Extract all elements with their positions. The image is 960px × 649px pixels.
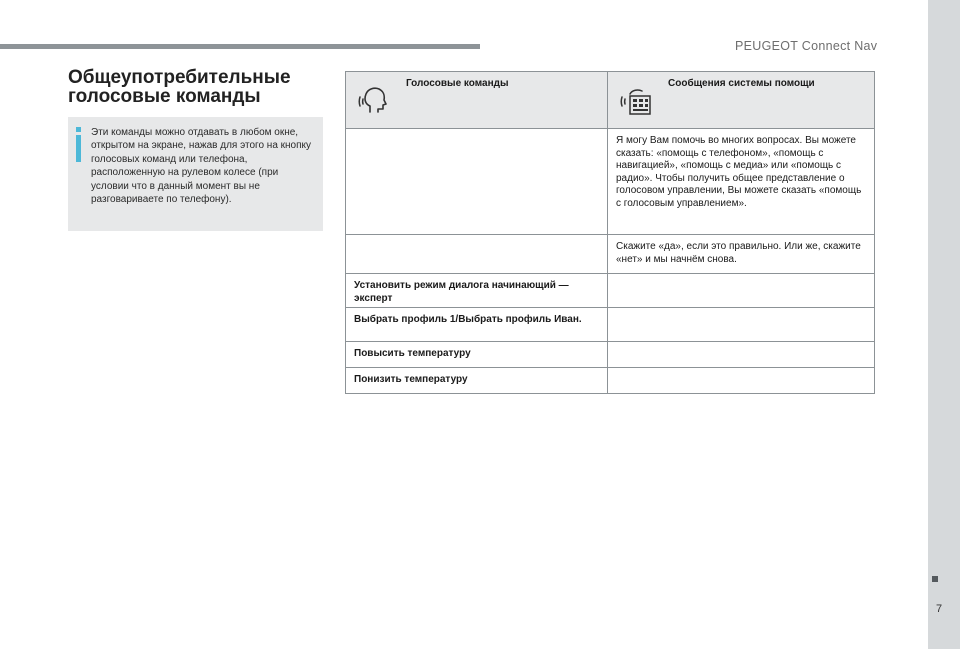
info-box: [68, 117, 323, 231]
message-cell: [608, 274, 875, 308]
voice-head-icon: [356, 84, 392, 120]
page-side-strip: [928, 0, 960, 649]
table-row: [346, 129, 875, 235]
message-cell: [608, 308, 875, 342]
command-cell: Выбрать профиль 1/Выбрать профиль Иван.: [346, 308, 608, 342]
table-row: [346, 308, 875, 342]
header-brand: PEUGEOT Connect Nav: [735, 39, 878, 53]
command-cell: [346, 129, 608, 235]
header-voice-commands: [346, 72, 608, 129]
table-row: [346, 368, 875, 394]
message-cell: [608, 342, 875, 368]
header-voice-commands-label: Голосовые команды: [406, 78, 509, 89]
command-cell: Установить режим диалога начинающий — эксперт: [346, 274, 608, 308]
header-system-messages-label: Сообщения системы помощи: [668, 78, 815, 89]
message-cell: Я могу Вам помочь во многих вопросах. Вы можете сказать: «помощь с телефоном», «помощь с навигацией», «помощь с медиа» или «помощь с радио». Чтобы получить общее представление о голосовом управлении, Вы можете сказать «помощь с голосовым управлением».: [608, 129, 875, 235]
header-rule: [0, 44, 480, 49]
table-row: [346, 235, 875, 274]
command-cell: Повысить температуру: [346, 342, 608, 368]
page-number: 7: [936, 603, 943, 615]
command-cell: [346, 235, 608, 274]
table-row: [346, 342, 875, 368]
voice-commands-table: [345, 71, 875, 394]
info-text: Эти команды можно отдавать в любом окне, открытом на экране, нажав для этого на кнопку голосовых команд или телефона, расположенную на рулевом колесе (при условии что в данный момент вы не разговариваете по телефону).: [91, 127, 312, 206]
message-cell: [608, 368, 875, 394]
table-row: [346, 274, 875, 308]
page-title: Общеупотребительные голосовые команды: [68, 67, 291, 107]
message-cell: Скажите «да», если это правильно. Или же, скажите «нет» и мы начнём снова.: [608, 235, 875, 274]
header-system-messages: [608, 72, 875, 129]
info-icon: [76, 127, 81, 163]
system-speaker-icon: [618, 84, 654, 120]
command-cell: Понизить температуру: [346, 368, 608, 394]
page-marker: [932, 576, 938, 582]
